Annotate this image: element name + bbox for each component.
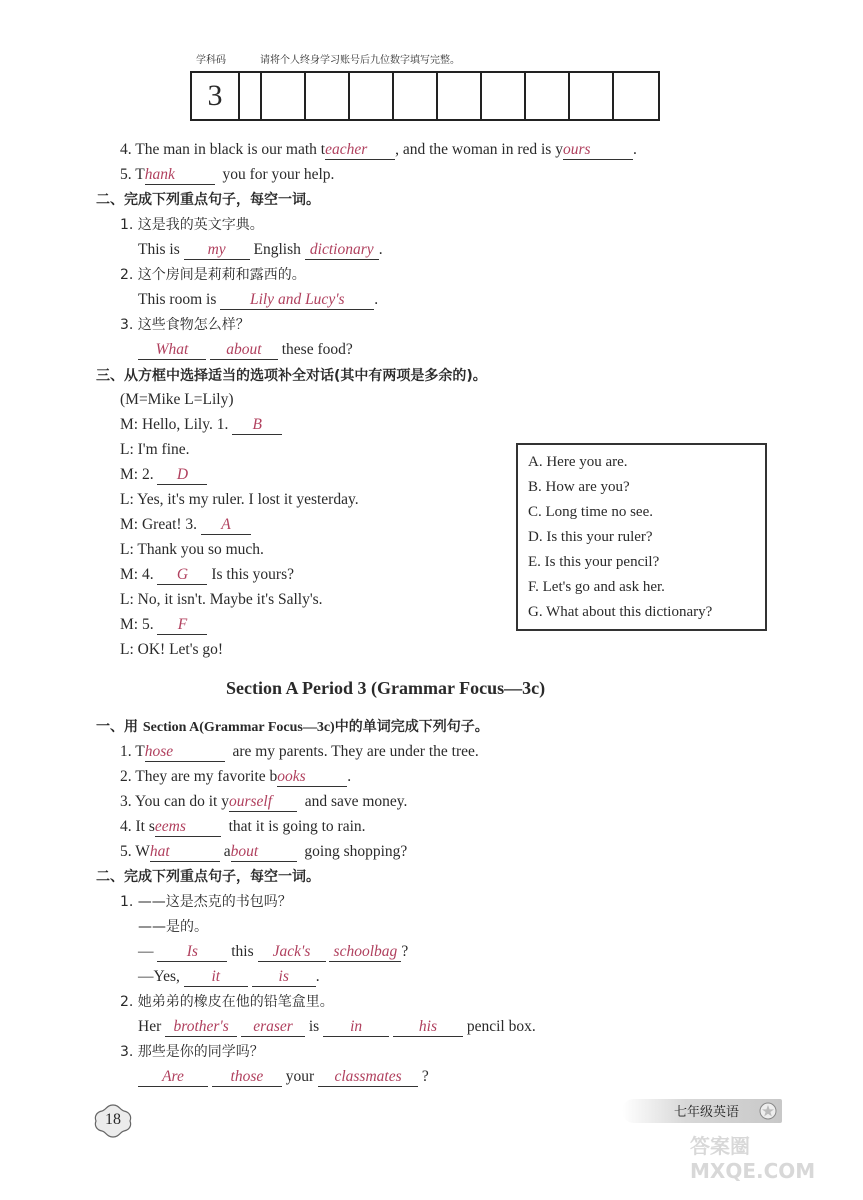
- question-row: This is my English dictionary .: [138, 241, 383, 258]
- chinese-prompt: ——是的。: [138, 919, 208, 935]
- question-row: What about these food?: [138, 340, 353, 360]
- question-row: 2. They are my favorite books .: [120, 768, 352, 785]
- subject-code-label: 学科码: [196, 55, 226, 66]
- option-item: D. Is this your ruler?: [528, 529, 653, 545]
- digit-cell[interactable]: [570, 73, 614, 119]
- account-number-grid: [190, 71, 660, 121]
- star-badge-icon: [758, 1101, 778, 1121]
- speaker-legend: (M=Mike L=Lily): [120, 391, 234, 408]
- subject-code-cell: 3: [192, 73, 240, 119]
- question-row: 5. Thank you for your help.: [120, 166, 335, 183]
- question-row: 1. Those are my parents. They are under the tree.: [120, 743, 479, 760]
- question-row: 4. It seems that it is going to rain.: [120, 818, 366, 835]
- digit-cell[interactable]: [614, 73, 658, 119]
- dialogue-line: L: I'm fine.: [120, 441, 190, 458]
- question-row: — Is this Jack's schoolbag ?: [138, 943, 409, 960]
- question-row: —Yes, it is .: [138, 968, 320, 985]
- watermark: 答案圈 MXQE.COM: [690, 1134, 816, 1183]
- dialogue-line: L: Thank you so much.: [120, 541, 264, 558]
- option-item: E. Is this your pencil?: [528, 554, 660, 570]
- dialogue-line: M: Great! 3. A: [120, 515, 251, 535]
- answer: ours: [562, 141, 591, 158]
- question-row: This room is Lily and Lucy's .: [138, 291, 379, 308]
- digit-cell[interactable]: [350, 73, 394, 119]
- question-row: Are those your classmates ?: [138, 1067, 429, 1087]
- section-title: Section A Period 3 (Grammar Focus—3c): [226, 678, 546, 698]
- option-item: B. How are you?: [528, 479, 630, 495]
- digit-cell[interactable]: [262, 73, 306, 119]
- option-item: G. What about this dictionary?: [528, 604, 713, 620]
- dialogue-line: M: Hello, Lily. 1. B: [120, 415, 282, 435]
- question-row: Her brother's eraser is in his pencil box.: [138, 1018, 536, 1035]
- dialogue-line: M: 5. F: [120, 615, 207, 635]
- section-heading: 二、完成下列重点句子，每空一词。: [96, 869, 320, 885]
- book-title-band: [622, 1099, 782, 1123]
- question-row: 4. The man in black is our math teacher , and the woman in red is yours .: [120, 141, 637, 158]
- section-heading: 三、从方框中选择适当的选项补全对话(其中有两项是多余的)。: [96, 368, 487, 384]
- page-number: 18: [105, 1111, 121, 1128]
- question-row: 3. You can do it yourself and save money.: [120, 793, 408, 810]
- answer: eacher: [325, 141, 368, 158]
- digit-cell[interactable]: [526, 73, 570, 119]
- chinese-prompt: 1. 这是我的英文字典。: [120, 217, 264, 233]
- chinese-prompt: 2. 这个房间是莉莉和露西的。: [120, 267, 306, 283]
- book-title: 七年级英语: [674, 1105, 740, 1120]
- question-row: 5. What about going shopping?: [120, 843, 408, 860]
- dialogue-line: L: OK! Let's go!: [120, 641, 224, 658]
- options-box: [516, 443, 767, 631]
- grid-gap: [240, 73, 262, 119]
- dialogue-line: L: No, it isn't. Maybe it's Sally's.: [120, 591, 323, 608]
- chinese-prompt: 3. 这些食物怎么样？: [120, 317, 250, 333]
- chinese-prompt: 3. 那些是你的同学吗？: [120, 1044, 264, 1060]
- option-item: C. Long time no see.: [528, 504, 653, 520]
- digit-cell[interactable]: [306, 73, 350, 119]
- digit-cell[interactable]: [394, 73, 438, 119]
- section-heading: 二、完成下列重点句子，每空一词。: [96, 192, 320, 208]
- digit-cell[interactable]: [482, 73, 526, 119]
- digit-cell[interactable]: [438, 73, 482, 119]
- page-number-badge: [92, 1103, 134, 1139]
- dialogue-line: M: 2. D: [120, 465, 207, 485]
- section-heading: 一、用 Section A(Grammar Focus—3c)中的单词完成下列句子。: [96, 719, 489, 735]
- chinese-prompt: 2. 她弟弟的橡皮在他的铅笔盒里。: [120, 994, 334, 1010]
- option-item: F. Let's go and ask her.: [528, 579, 665, 595]
- account-instruction: 请将个人终身学习账号后九位数字填写完整。: [260, 55, 460, 66]
- dialogue-line: M: 4. G Is this yours?: [120, 566, 295, 583]
- dialogue-line: L: Yes, it's my ruler. I lost it yesterday.: [120, 491, 359, 508]
- answer: hank: [144, 166, 175, 183]
- chinese-prompt: 1. ——这是杰克的书包吗？: [120, 894, 292, 910]
- option-item: A. Here you are.: [528, 454, 628, 470]
